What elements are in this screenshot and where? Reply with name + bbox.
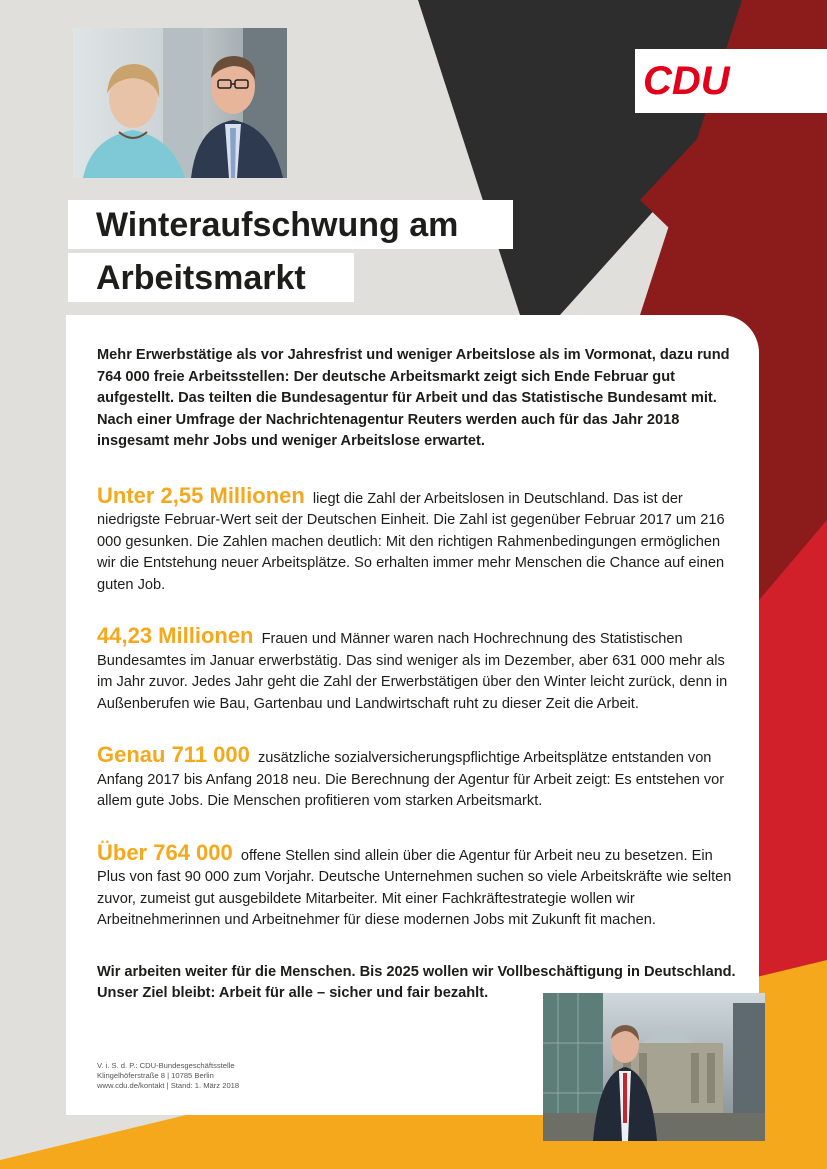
stat-paragraph (97, 839, 737, 932)
stat-text: offene Stellen sind allein über die Agentur für Arbeit neu zu besetzen. Ein Plus von fast 90 000 zum Vorjahr. Deutsche Unternehmen suchen so viele Arbeitskräfte wie selten zuvor, zumeist gut ausgebildete Mitarbeiter. Mit einer Fachkräftestrategie wollen wir Arbeitnehmerinnen und Arbeitnehmer für diese modernen Jobs mit Zukunft fit machen. (97, 847, 732, 928)
imprint-line: Klingelhöferstraße 8 | 10785 Berlin (97, 1071, 214, 1080)
intro-paragraph: Mehr Erwerbstätige als vor Jahresfrist und weniger Arbeitslose als im Vormonat, dazu rund 764 000 freie Arbeitsstellen: Der deutsche Arbeitsmarkt zeigt sich Ende Februar gut aufgestellt. Das teilten die Bundesagentur für Arbeit und das Statistische Bundesamt mit. Nach einer Umfrage der Nachrichtenagentur Reuters werden auch für das Jahr 2018 insgesamt mehr Jobs und weniger Arbeitslose erwartet. (97, 347, 730, 449)
cdu-logo (635, 49, 827, 113)
stat-highlight: Unter 2,55 Millionen (97, 482, 305, 508)
stat-paragraph (97, 625, 737, 715)
stat-highlight: 44,23 Millionen (97, 623, 254, 648)
cdu-logo-text: CDU (643, 59, 730, 103)
portrait-photo-bottom (543, 993, 765, 1141)
page-title-line-1: Winteraufschwung am (68, 200, 513, 249)
article-body (97, 345, 737, 1005)
stat-highlight: Genau 711 000 (97, 742, 250, 767)
imprint-line: V. i. S. d. P.: CDU-Bundesgeschäftsstelle (97, 1061, 235, 1070)
stat-text: zusätzliche sozialversicherungspflichtige Arbeitsplätze entstanden von Anfang 2017 bis Anfang 2018 neu. Die Berechnung der Agentur für Arbeit zeigt: Es entstehen vor allem gute Jobs. Die Menschen profitieren vom starken Arbeitsmarkt. (97, 750, 725, 809)
portrait-photo-top (73, 28, 287, 178)
closing-paragraph: Wir arbeiten weiter für die Menschen. Bis 2025 wollen wir Vollbeschäftigung in Deutschland. Unser Ziel bleibt: Arbeit für alle – sicher und fair bezahlt. (97, 963, 736, 1001)
stat-paragraph (97, 482, 737, 597)
stat-text: liegt die Zahl der Arbeitslosen in Deutschland. Das ist der niedrigste Februar-Wert seit der Deutschen Einheit. Die Zahl ist gegenüber Februar 2017 um 216 000 gesunken. Die Zahlen machen deutlich: Mit den richtigen Rahmenbedingungen ermöglichen wir die Entstehung neuer Arbeitsplätze. So erhalten immer mehr Menschen die Chance auf einen guten Job. (97, 490, 725, 593)
imprint (97, 1061, 357, 1091)
stat-paragraph (97, 744, 737, 813)
stat-text: Frauen und Männer waren nach Hochrechnung des Statistischen Bundesamtes im Januar erwerbstätig. Das sind weniger als im Dezember, aber 631 000 mehr als im Jahr zuvor. Jedes Jahr geht die Zahl der Erwerbstätigen über den Winter leicht zurück, denn in Außenberufen wie Bau, Gartenbau und Landwirtschaft ruht zu dieser Zeit die Arbeit. (97, 631, 728, 712)
page-title-line-2: Arbeitsmarkt (68, 253, 354, 302)
stat-highlight: Über 764 000 (97, 839, 233, 865)
imprint-line: www.cdu.de/kontakt | Stand: 1. März 2018 (97, 1081, 240, 1090)
